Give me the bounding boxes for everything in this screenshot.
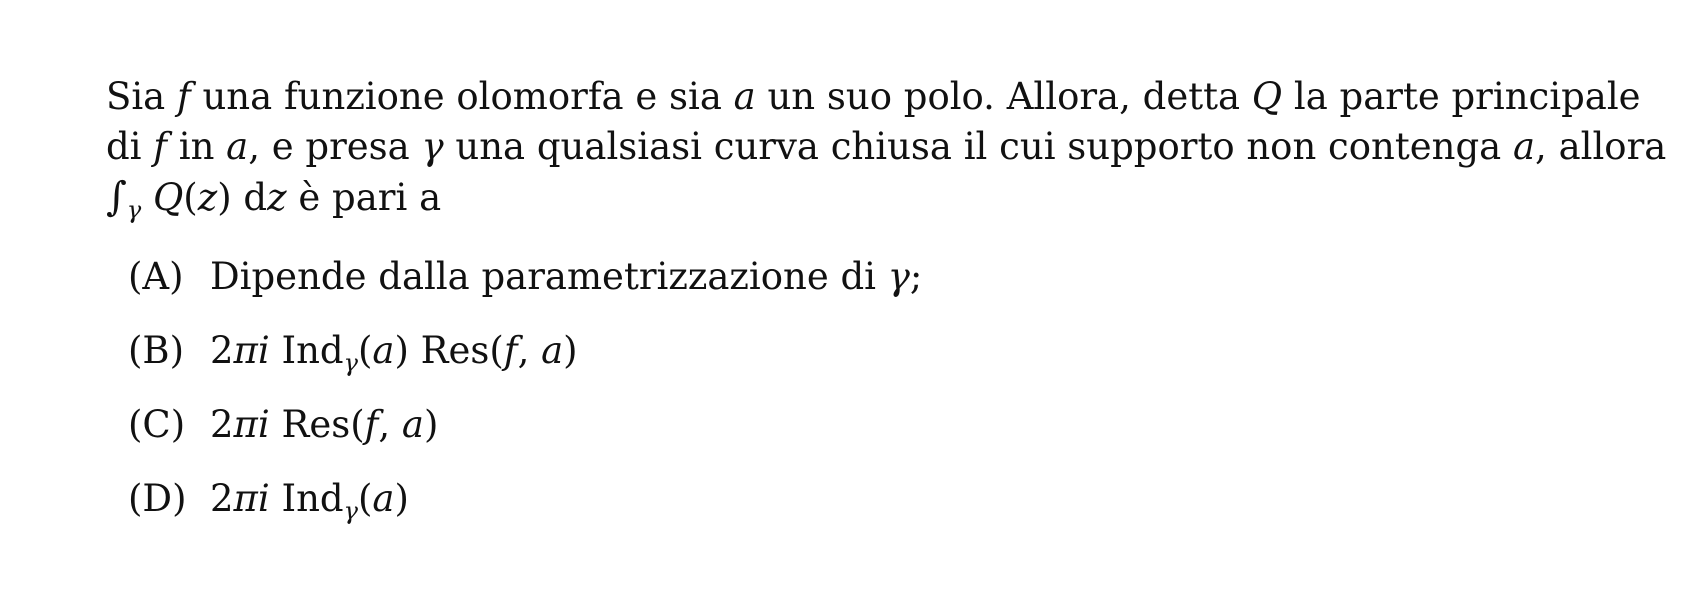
math-a: a <box>733 75 756 118</box>
text-fragment: , allora <box>1535 125 1667 168</box>
question-line-1 <box>106 72 1641 122</box>
math-res: Res( <box>408 329 504 372</box>
choice-text <box>210 255 922 298</box>
math-pi: π <box>233 329 258 372</box>
choice-formula <box>210 477 409 525</box>
choice-c[interactable] <box>128 403 922 477</box>
math-paren: ( <box>357 477 373 520</box>
text-fragment: Sia <box>106 75 178 118</box>
math-z: z <box>267 176 287 219</box>
text-fragment: Dipende dalla parametrizzazione di <box>210 255 888 298</box>
math-pi: π <box>233 477 258 520</box>
math-i: i <box>257 329 270 372</box>
math-paren: ( <box>357 329 373 372</box>
math-2: 2 <box>210 329 234 372</box>
math-f: f <box>364 403 379 446</box>
choice-label: (A) <box>128 255 184 298</box>
math-pi: π <box>233 403 258 446</box>
math-a: a <box>1512 125 1536 168</box>
math-f: f <box>177 75 191 118</box>
math-q: Q <box>152 176 184 219</box>
choice-label: (C) <box>128 403 186 446</box>
math-a: a <box>372 329 395 372</box>
text-fragment: una qualsiasi curva chiusa il cui supporto non contenga <box>443 125 1513 168</box>
choice-d[interactable] <box>128 477 922 551</box>
math-gamma: γ <box>887 255 910 298</box>
text-fragment: ; <box>909 255 923 298</box>
question-line-3 <box>106 172 1606 223</box>
math-a: a <box>372 477 395 520</box>
math-subscript-gamma: γ <box>343 349 358 377</box>
choice-label: (D) <box>128 477 187 520</box>
text-fragment: , e presa <box>248 125 422 168</box>
math-paren: ) <box>394 477 409 520</box>
choice-label: (B) <box>128 329 185 372</box>
text-fragment: una funzione olomorfa e sia <box>190 75 734 118</box>
math-gamma: γ <box>421 125 444 168</box>
math-paren: ( <box>183 176 198 219</box>
question-stem <box>106 72 1667 224</box>
choice-formula <box>210 403 438 446</box>
text-fragment: un suo polo. Allora, detta <box>755 75 1252 118</box>
choice-b[interactable] <box>128 329 922 403</box>
choice-formula <box>210 329 578 377</box>
math-differential-d: d <box>231 176 268 219</box>
choice-a[interactable] <box>128 255 922 329</box>
question-line-2 <box>106 122 1667 172</box>
math-a: a <box>226 125 249 168</box>
answer-choices <box>128 255 922 551</box>
math-a: a <box>401 403 424 446</box>
math-paren: ) <box>423 403 439 446</box>
integral-subscript-gamma: γ <box>126 196 142 224</box>
math-f: f <box>503 329 518 372</box>
integral-sign: ∫ <box>106 174 127 220</box>
math-z: z <box>197 176 218 219</box>
text-fragment: di <box>106 125 154 168</box>
math-ind: Ind <box>269 477 344 520</box>
math-i: i <box>257 403 270 446</box>
text-fragment: la parte principale <box>1282 75 1641 118</box>
math-subscript-gamma: γ <box>343 497 358 525</box>
math-q: Q <box>1251 75 1283 118</box>
math-2: 2 <box>210 403 234 446</box>
math-i: i <box>257 477 270 520</box>
math-res: Res( <box>269 403 365 446</box>
math-2: 2 <box>210 477 234 520</box>
math-paren: ) <box>394 329 409 372</box>
text-fragment: in <box>166 125 227 168</box>
math-comma: , <box>378 403 402 446</box>
math-ind: Ind <box>269 329 344 372</box>
math-paren: ) <box>217 176 232 219</box>
math-a: a <box>541 329 564 372</box>
math-comma: , <box>517 329 542 372</box>
math-f: f <box>153 125 167 168</box>
text-fragment: è pari a <box>286 176 442 219</box>
math-paren: ) <box>563 329 578 372</box>
